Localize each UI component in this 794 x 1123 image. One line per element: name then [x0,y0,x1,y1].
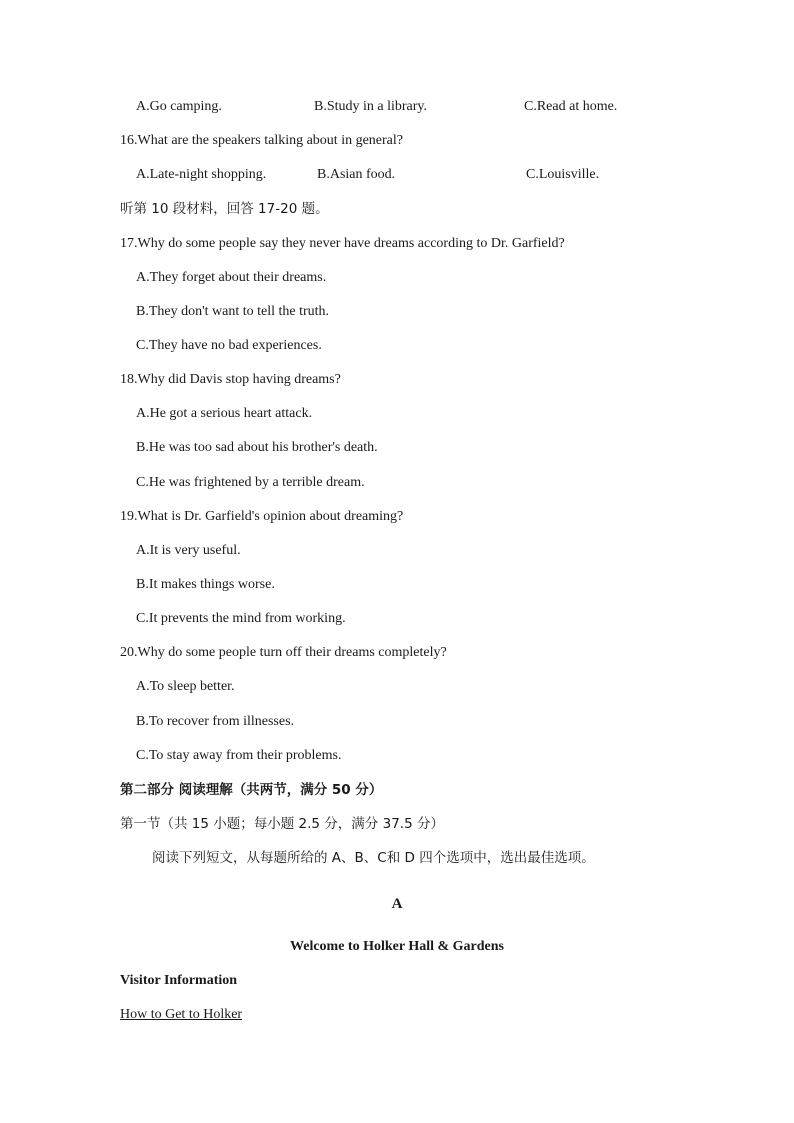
q16-option-b: B.Asian food. [317,167,396,182]
part2-heading: 第二部分 阅读理解（共两节，满分 50 分） [120,782,383,798]
passage-letter: A [391,896,403,912]
part2-instruction: 阅读下列短文，从每题所给的 A、B、C和 D 四个选项中，选出最佳选项。 [152,850,595,866]
q15-option-a: A.Go camping. [136,99,222,114]
q16-option-a: A.Late-night shopping. [136,167,267,182]
visitor-info-heading: Visitor Information [120,973,238,988]
q18-option-b: B.He was too sad about his brother's death. [136,440,378,455]
q20-option-a: A.To sleep better. [136,679,235,694]
q17-question: 17.Why do some people say they never have dreams according to Dr. Garfield? [120,236,565,251]
q19-option-c: C.It prevents the mind from working. [136,611,346,626]
q18-question: 18.Why did Davis stop having dreams? [120,372,341,387]
passage-title: Welcome to Holker Hall & Gardens [290,939,504,954]
q17-option-c: C.They have no bad experiences. [136,338,322,353]
part2-section1: 第一节（共 15 小题；每小题 2.5 分，满分 37.5 分） [120,816,444,832]
q17-option-b: B.They don't want to tell the truth. [136,304,330,319]
q16-question: 16.What are the speakers talking about in general? [120,133,403,148]
q15-option-b: B.Study in a library. [314,99,428,114]
q17-option-a: A.They forget about their dreams. [136,270,327,285]
q20-option-b: B.To recover from illnesses. [136,714,295,729]
q18-option-a: A.He got a serious heart attack. [136,406,313,421]
q19-option-b: B.It makes things worse. [136,577,275,592]
q19-question: 19.What is Dr. Garfield's opinion about dreaming? [120,509,404,524]
how-to-get-link[interactable]: How to Get to Holker [120,1007,243,1022]
q18-option-c: C.He was frightened by a terrible dream. [136,475,365,490]
q19-option-a: A.It is very useful. [136,543,241,558]
section-10-instruction: 听第 10 段材料，回答 17-20 题。 [120,201,329,217]
q20-question: 20.Why do some people turn off their dreams completely? [120,645,447,660]
q20-option-c: C.To stay away from their problems. [136,748,342,763]
q15-option-c: C.Read at home. [524,99,618,114]
q16-option-c: C.Louisville. [526,167,600,182]
